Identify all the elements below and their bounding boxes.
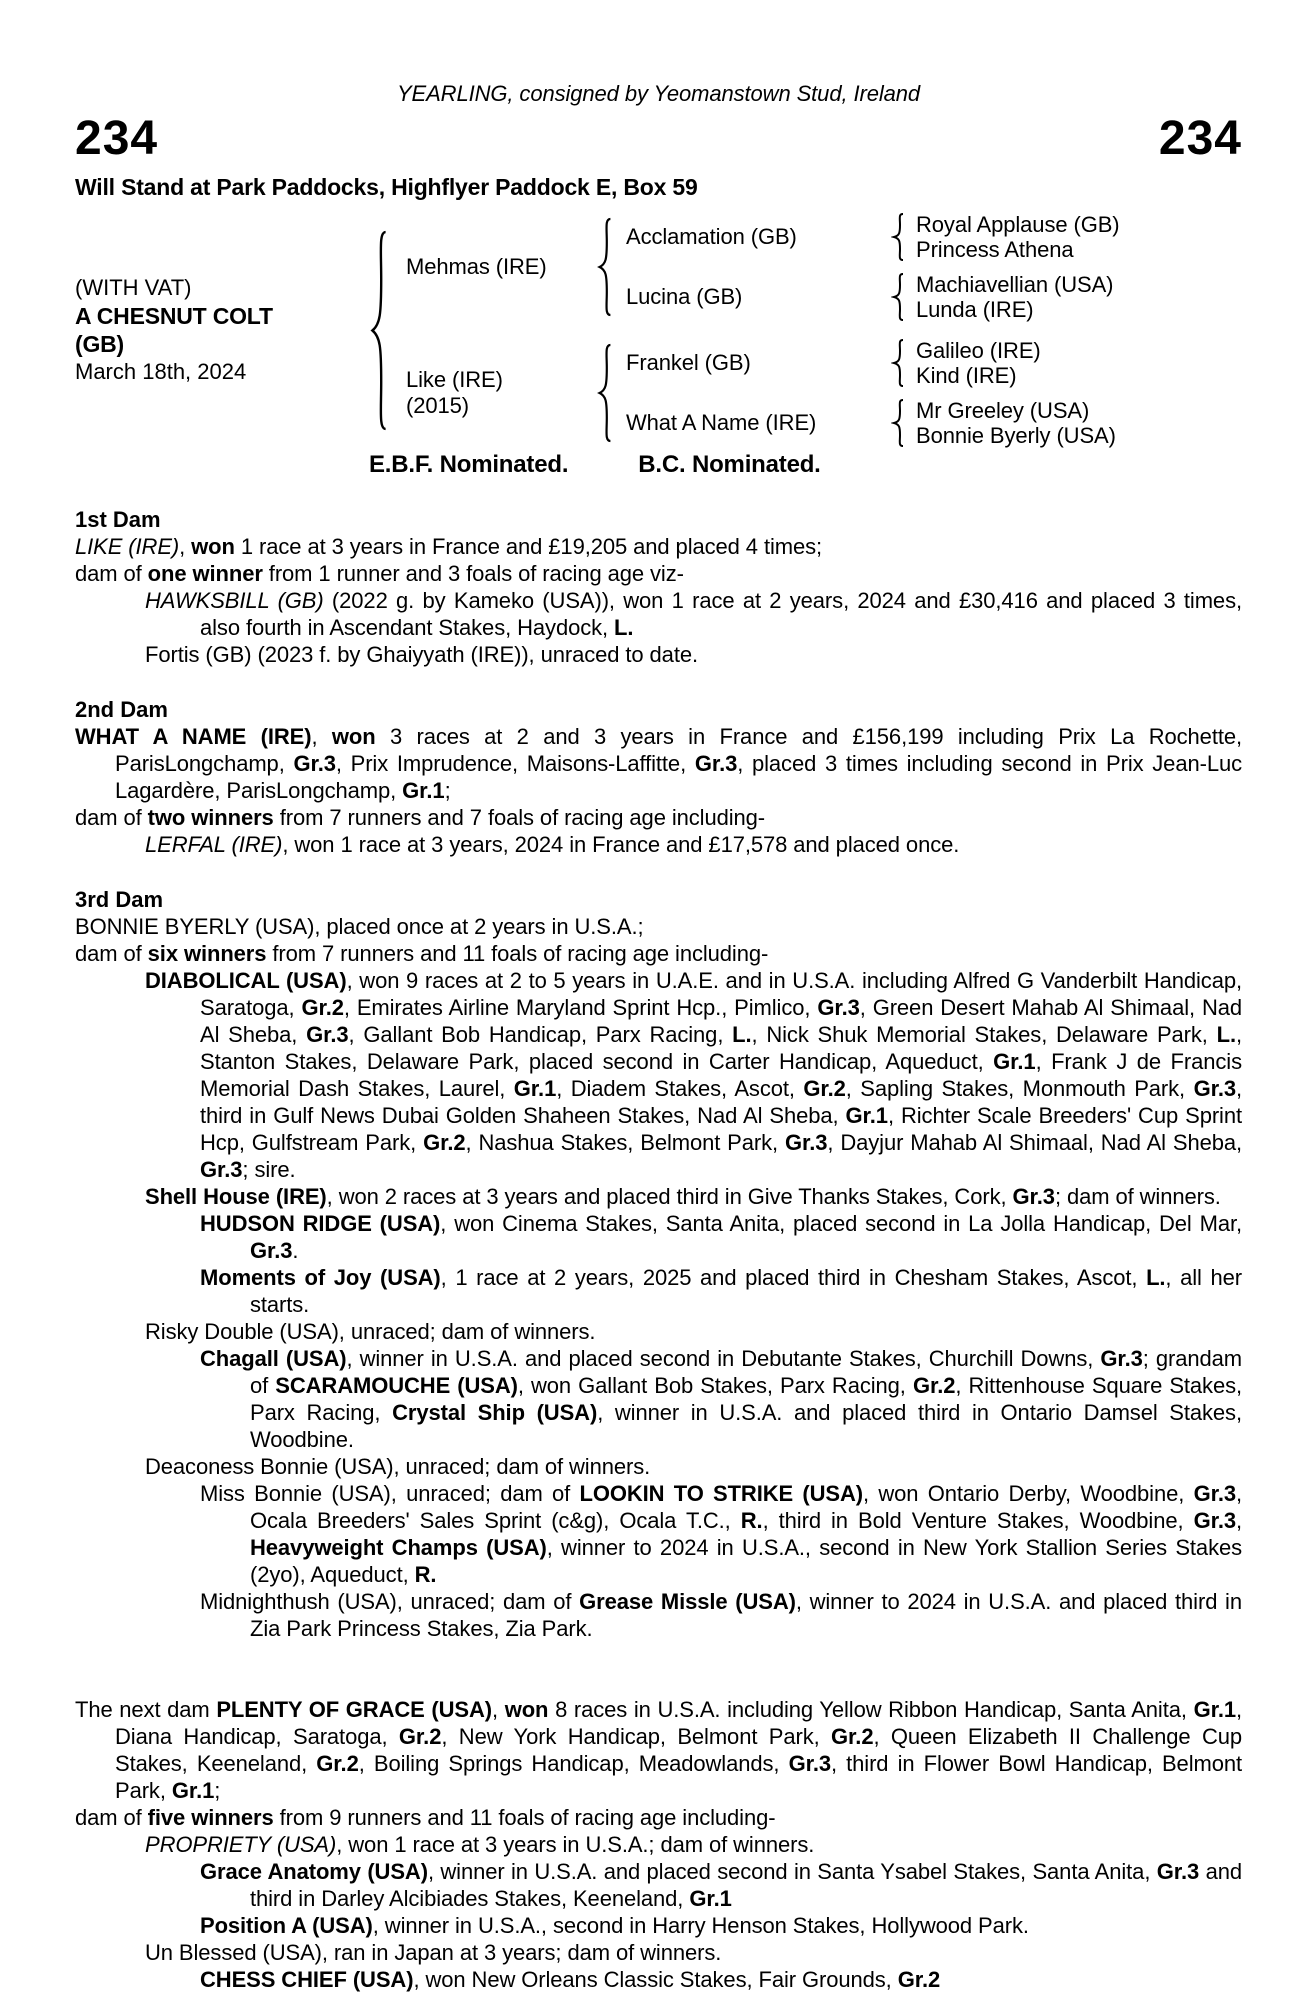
- plain-text: ;: [214, 1778, 221, 1803]
- horse-name: Like (IRE): [406, 367, 503, 392]
- emphasis-text: R.: [414, 1562, 437, 1587]
- pedigree-quarter: [626, 338, 1242, 388]
- catalogue-paragraph: [75, 723, 1242, 804]
- emphasis-text: PLENTY OF GRACE (USA): [216, 1697, 493, 1722]
- emphasis-text: Gr.3: [1012, 1184, 1055, 1209]
- emphasis-text: Heavyweight Champs (USA): [250, 1535, 547, 1560]
- plain-text: dam of: [75, 1805, 148, 1830]
- plain-text: , won New Orleans Classic Stakes, Fair Grounds,: [413, 1967, 898, 1992]
- emphasis-text: Gr.3: [1156, 1859, 1200, 1884]
- emphasis-text: HAWKSBILL (GB): [145, 588, 324, 613]
- pedigree-brace-icon: [891, 273, 906, 321]
- catalogue-paragraph: [75, 940, 1242, 967]
- great-grandparents: [916, 212, 1242, 262]
- catalogue-section: [75, 886, 1242, 1642]
- lot-number-right: 234: [1158, 112, 1242, 165]
- plain-text: , New York Handicap, Belmont Park,: [441, 1724, 832, 1749]
- pedigree-parents: [406, 212, 1242, 448]
- emphasis-text: Gr.1: [845, 1103, 888, 1128]
- emphasis-text: L.: [1146, 1265, 1166, 1290]
- catalogue-paragraph: [75, 1858, 1242, 1912]
- granddam-name: Lucina (GB): [626, 284, 743, 309]
- plain-text: , Sapling Stakes, Monmouth Park,: [845, 1076, 1194, 1101]
- horse-name: Mr Greeley (USA): [916, 398, 1090, 423]
- pedigree-sire-half: [406, 212, 1242, 322]
- plain-text: from 7 runners and 7 foals of racing age including-: [273, 805, 766, 830]
- sire-grandparents: [626, 212, 1242, 322]
- plain-text: , Diadem Stakes, Ascot,: [556, 1076, 804, 1101]
- catalogue-paragraph: [75, 1264, 1242, 1318]
- emphasis-text: won: [504, 1697, 549, 1722]
- pedigree-brace-icon: [891, 399, 906, 447]
- catalogue-paragraph: [75, 967, 1242, 1183]
- emphasis-text: five winners: [147, 1805, 274, 1830]
- catalogue-paragraph: [75, 831, 1242, 858]
- plain-text: ; grandam of: [250, 1346, 1243, 1398]
- emphasis-text: DIABOLICAL (USA): [145, 968, 347, 993]
- catalogue-paragraph: [75, 1696, 1242, 1804]
- plain-text: , won Ontario Derby, Woodbine,: [863, 1481, 1194, 1506]
- granddam-name: What A Name (IRE): [626, 410, 817, 435]
- horse-name: Princess Athena: [916, 237, 1074, 262]
- catalogue-paragraph: [75, 1966, 1242, 1993]
- emphasis-text: LIKE (IRE): [75, 534, 180, 559]
- plain-text: ; dam of winners.: [1054, 1184, 1221, 1209]
- plain-text: The next dam: [75, 1697, 217, 1722]
- horse-name: Galileo (IRE): [916, 338, 1041, 363]
- plain-text: , winner in U.S.A. and placed second in Debutante Stakes, Churchill Downs,: [346, 1346, 1101, 1371]
- plain-text: , Boiling Springs Handicap, Meadowlands,: [358, 1751, 789, 1776]
- plain-text: , winner in U.S.A., second in Harry Henson Stakes, Hollywood Park.: [372, 1913, 1029, 1938]
- catalogue-section: [75, 506, 1242, 668]
- emphasis-text: Gr.1: [1193, 1697, 1236, 1722]
- emphasis-text: Gr.3: [1193, 1481, 1236, 1506]
- plain-text: from 7 runners and 11 foals of racing age including-: [266, 941, 769, 966]
- pedigree-quarter: [626, 272, 1242, 322]
- plain-text: (2022 g. by Kameko (USA)), won 1 race at 2 years, 2024 and £30,416 and placed 3 times, also fourth in Ascendant Stakes, Haydock,: [200, 588, 1242, 640]
- plain-text: 8 races in U.S.A. including Yellow Ribbon Handicap, Santa Anita,: [548, 1697, 1194, 1722]
- horse-name: Machiavellian (USA): [916, 272, 1114, 297]
- dam-sections: [75, 506, 1242, 1993]
- catalogue-section: [75, 696, 1242, 858]
- pedigree-tree: [75, 212, 1242, 448]
- emphasis-text: Shell House (IRE): [145, 1184, 327, 1209]
- plain-text: , Queen Elizabeth II Challenge Cup Stakes, Keeneland,: [115, 1724, 1243, 1776]
- catalogue-paragraph: [75, 1453, 1242, 1480]
- plain-text: , winner in U.S.A. and placed second in Santa Ysabel Stakes, Santa Anita,: [427, 1859, 1157, 1884]
- lot-number-row: [75, 114, 1242, 164]
- emphasis-text: Gr.3: [200, 1157, 243, 1182]
- emphasis-text: Gr.3: [694, 751, 738, 776]
- emphasis-text: Chagall (USA): [200, 1346, 347, 1371]
- emphasis-text: Gr.1: [402, 778, 445, 803]
- plain-text: from 1 runner and 3 foals of racing age viz-: [262, 561, 684, 586]
- ebf-nomination: E.B.F. Nominated.: [369, 451, 569, 478]
- plain-text: 3 races at 2 and 3 years in France and £156,199 including Prix La Rochette, ParisLongchamp,: [115, 724, 1242, 776]
- plain-text: Miss Bonnie (USA), unraced; dam of: [200, 1481, 580, 1506]
- emphasis-text: Gr.3: [306, 1022, 349, 1047]
- plain-text: , winner to 2024 in U.S.A., second in New York Stallion Series Stakes (2yo), Aqueduct,: [250, 1535, 1242, 1587]
- horse-name: Mehmas (IRE): [406, 254, 547, 279]
- plain-text: Risky Double (USA), unraced; dam of winners.: [145, 1319, 596, 1344]
- pedigree-brace-icon: [596, 217, 614, 317]
- plain-text: dam of: [75, 941, 148, 966]
- plain-text: ; sire.: [242, 1157, 296, 1182]
- emphasis-text: Gr.2: [423, 1130, 466, 1155]
- great-grandparents: [916, 398, 1242, 448]
- catalogue-section: [75, 1696, 1242, 1993]
- emphasis-text: R.: [740, 1508, 763, 1533]
- horse-name: Lunda (IRE): [916, 297, 1034, 322]
- emphasis-text: PROPRIETY (USA): [145, 1832, 337, 1857]
- emphasis-text: Crystal Ship (USA): [392, 1400, 598, 1425]
- emphasis-text: Gr.3: [250, 1238, 293, 1263]
- plain-text: , Green Desert Mahab Al Shimaal, Nad Al Sheba,: [200, 995, 1243, 1047]
- emphasis-text: Gr.3: [293, 751, 336, 776]
- horse-name: Bonnie Byerly (USA): [916, 423, 1116, 448]
- catalogue-paragraph: [75, 1588, 1242, 1642]
- emphasis-text: Gr.2: [398, 1724, 442, 1749]
- emphasis-text: Gr.2: [897, 1967, 941, 1992]
- stabling-line: Will Stand at Park Paddocks, Highflyer Paddock E, Box 59: [75, 174, 698, 200]
- consignment-line: YEARLING, consigned by Yeomanstown Stud, Ireland: [396, 81, 921, 106]
- catalogue-paragraph: [75, 804, 1242, 831]
- great-grandparents: [916, 338, 1242, 388]
- great-grandparents: [916, 272, 1242, 322]
- sire-name: [406, 254, 596, 280]
- emphasis-text: Gr.3: [1100, 1346, 1143, 1371]
- plain-text: , won 1 race at 3 years, 2024 in France and £17,578 and placed once.: [282, 832, 960, 857]
- plain-text: Un Blessed (USA), ran in Japan at 3 years; dam of winners.: [145, 1940, 722, 1965]
- emphasis-text: Gr.3: [784, 1130, 828, 1155]
- emphasis-text: won: [331, 724, 376, 749]
- plain-text: dam of: [75, 805, 148, 830]
- catalogue-paragraph: [75, 1831, 1242, 1858]
- plain-text: , Emirates Airline Maryland Sprint Hcp., Pimlico,: [343, 995, 818, 1020]
- section-heading: 2nd Dam: [75, 697, 168, 722]
- emphasis-text: Gr.1: [513, 1076, 557, 1101]
- section-heading: 1st Dam: [75, 507, 161, 532]
- emphasis-text: Gr.3: [788, 1751, 831, 1776]
- emphasis-text: Gr.1: [689, 1886, 732, 1911]
- emphasis-text: WHAT A NAME (IRE): [75, 724, 312, 749]
- plain-text: , third in Bold Venture Stakes, Woodbine,: [762, 1508, 1194, 1533]
- plain-text: ,: [1236, 1508, 1243, 1533]
- plain-text: Deaconess Bonnie (USA), unraced; dam of winners.: [145, 1454, 651, 1479]
- plain-text: , 1 race at 2 years, 2025 and placed third in Chesham Stakes, Ascot,: [440, 1265, 1147, 1290]
- emphasis-text: Gr.2: [803, 1076, 846, 1101]
- plain-text: , Gallant Bob Handicap, Parx Racing,: [348, 1022, 733, 1047]
- plain-text: , won Cinema Stakes, Santa Anita, placed second in La Jolla Handicap, Del Mar,: [440, 1211, 1242, 1236]
- catalogue-paragraph: [75, 1804, 1242, 1831]
- emphasis-text: won: [191, 534, 235, 559]
- nominations-row: [369, 452, 1242, 478]
- emphasis-text: Gr.2: [831, 1724, 874, 1749]
- subject-suffix: (GB): [75, 331, 125, 357]
- emphasis-text: two winners: [147, 805, 274, 830]
- emphasis-text: Gr.2: [301, 995, 344, 1020]
- pedigree-dam-half: [406, 338, 1242, 448]
- catalogue-paragraph: [75, 1480, 1242, 1588]
- plain-text: , third in Flower Bowl Handicap, Belmont Park,: [115, 1751, 1242, 1803]
- pedigree-brace-icon: [891, 339, 906, 387]
- catalogue-paragraph: [75, 641, 1242, 668]
- emphasis-text: L.: [1216, 1022, 1236, 1047]
- plain-text: ,: [311, 724, 332, 749]
- emphasis-text: six winners: [147, 941, 267, 966]
- plain-text: , Nick Shuk Memorial Stakes, Delaware Park,: [751, 1022, 1217, 1047]
- plain-text: from 9 runners and 11 foals of racing age including-: [273, 1805, 776, 1830]
- plain-text: ,: [179, 534, 192, 559]
- pedigree-quarter: [626, 212, 1242, 262]
- catalogue-paragraph: [75, 913, 1242, 940]
- emphasis-text: CHESS CHIEF (USA): [200, 1967, 414, 1992]
- emphasis-text: HUDSON RIDGE (USA): [200, 1211, 441, 1236]
- plain-text: , Rittenhouse Square Stakes, Parx Racing,: [250, 1373, 1243, 1425]
- catalogue-paragraph: [75, 1939, 1242, 1966]
- plain-text: , Nashua Stakes, Belmont Park,: [465, 1130, 785, 1155]
- plain-text: , Prix Imprudence, Maisons-Laffitte,: [335, 751, 695, 776]
- plain-text: 1 race at 3 years in France and £19,205 and placed 4 times;: [234, 534, 823, 559]
- catalogue-paragraph: [75, 1345, 1242, 1453]
- grandsire-name: Frankel (GB): [626, 350, 751, 375]
- grandsire-name: Acclamation (GB): [626, 224, 797, 249]
- emphasis-text: Grace Anatomy (USA): [200, 1859, 428, 1884]
- pedigree-subject: [75, 274, 368, 386]
- plain-text: BONNIE BYERLY (USA), placed once at 2 years in U.S.A.;: [75, 914, 644, 939]
- plain-text: , won 2 races at 3 years and placed third in Give Thanks Stakes, Cork,: [326, 1184, 1013, 1209]
- emphasis-text: LERFAL (IRE): [145, 832, 283, 857]
- pedigree-brace-icon: [368, 228, 390, 433]
- emphasis-text: Gr.2: [912, 1373, 956, 1398]
- horse-year: (2015): [406, 393, 469, 418]
- catalogue-paragraph: [75, 560, 1242, 587]
- catalogue-paragraph: [75, 587, 1242, 641]
- plain-text: , won 9 races at 2 to 5 years in U.A.E. and in U.S.A. including Alfred G Vanderbilt Handicap, Saratoga,: [200, 968, 1242, 1020]
- plain-text: , Dayjur Mahab Al Shimaal, Nad Al Sheba,: [827, 1130, 1243, 1155]
- emphasis-text: LOOKIN TO STRIKE (USA): [579, 1481, 864, 1506]
- plain-text: , won Gallant Bob Stakes, Parx Racing,: [517, 1373, 913, 1398]
- plain-text: , Diana Handicap, Saratoga,: [115, 1697, 1242, 1749]
- foal-date: March 18th, 2024: [75, 359, 247, 384]
- bc-nomination: B.C. Nominated.: [638, 451, 821, 478]
- subject-name: A CHESNUT COLT: [75, 303, 273, 329]
- plain-text: .: [292, 1238, 299, 1263]
- plain-text: , won 1 race at 3 years in U.S.A.; dam of winners.: [336, 1832, 815, 1857]
- emphasis-text: Gr.1: [171, 1778, 215, 1803]
- plain-text: , winner in U.S.A. and placed third in Ontario Damsel Stakes, Woodbine.: [250, 1400, 1242, 1452]
- emphasis-text: Gr.3: [817, 995, 860, 1020]
- pedigree-brace-icon: [891, 213, 906, 261]
- pedigree-quarter: [626, 398, 1242, 448]
- plain-text: Midnighthush (USA), unraced; dam of: [200, 1589, 580, 1614]
- pedigree-brace-icon: [596, 343, 614, 443]
- plain-text: , third in Gulf News Dubai Golden Shaheen Stakes, Nad Al Sheba,: [200, 1076, 1242, 1128]
- emphasis-text: Moments of Joy (USA): [200, 1265, 441, 1290]
- plain-text: ,: [492, 1697, 505, 1722]
- horse-name: Royal Applause (GB): [916, 212, 1120, 237]
- emphasis-text: Grease Missle (USA): [579, 1589, 796, 1614]
- vat-note: (WITH VAT): [75, 275, 192, 300]
- catalogue-paragraph: [75, 1912, 1242, 1939]
- emphasis-text: Gr.1: [993, 1049, 1036, 1074]
- plain-text: dam of: [75, 561, 148, 586]
- plain-text: , winner to 2024 in U.S.A. and placed third in Zia Park Princess Stakes, Zia Park.: [250, 1589, 1242, 1641]
- plain-text: , Frank J de Francis Memorial Dash Stakes, Laurel,: [200, 1049, 1242, 1101]
- emphasis-text: SCARAMOUCHE (USA): [275, 1373, 518, 1398]
- dam-name: [406, 367, 596, 419]
- emphasis-text: L.: [614, 615, 634, 640]
- horse-name: Kind (IRE): [916, 363, 1017, 388]
- emphasis-text: L.: [732, 1022, 752, 1047]
- catalogue-paragraph: [75, 1210, 1242, 1264]
- emphasis-text: Gr.3: [1193, 1508, 1236, 1533]
- emphasis-text: Gr.2: [316, 1751, 359, 1776]
- plain-text: , Richter Scale Breeders' Cup Sprint Hcp, Gulfstream Park,: [200, 1103, 1242, 1155]
- plain-text: , placed 3 times including second in Prix Jean-Luc Lagardère, ParisLongchamp,: [115, 751, 1242, 803]
- section-heading: 3rd Dam: [75, 887, 164, 912]
- emphasis-text: Gr.3: [1193, 1076, 1236, 1101]
- plain-text: ;: [444, 778, 451, 803]
- emphasis-text: one winner: [147, 561, 263, 586]
- catalogue-paragraph: [75, 1318, 1242, 1345]
- plain-text: , Stanton Stakes, Delaware Park, placed second in Carter Handicap, Aqueduct,: [200, 1022, 1242, 1074]
- catalogue-paragraph: [75, 1183, 1242, 1210]
- plain-text: and third in Darley Alcibiades Stakes, Keeneland,: [250, 1859, 1242, 1911]
- lot-number-left: 234: [75, 112, 159, 165]
- catalogue-paragraph: [75, 533, 1242, 560]
- plain-text: , all her starts.: [250, 1265, 1242, 1317]
- plain-text: Fortis (GB) (2023 f. by Ghaiyyath (IRE)), unraced to date.: [145, 642, 698, 667]
- plain-text: , Ocala Breeders' Sales Sprint (c&g), Ocala T.C.,: [250, 1481, 1242, 1533]
- dam-grandparents: [626, 338, 1242, 448]
- emphasis-text: Position A (USA): [200, 1913, 373, 1938]
